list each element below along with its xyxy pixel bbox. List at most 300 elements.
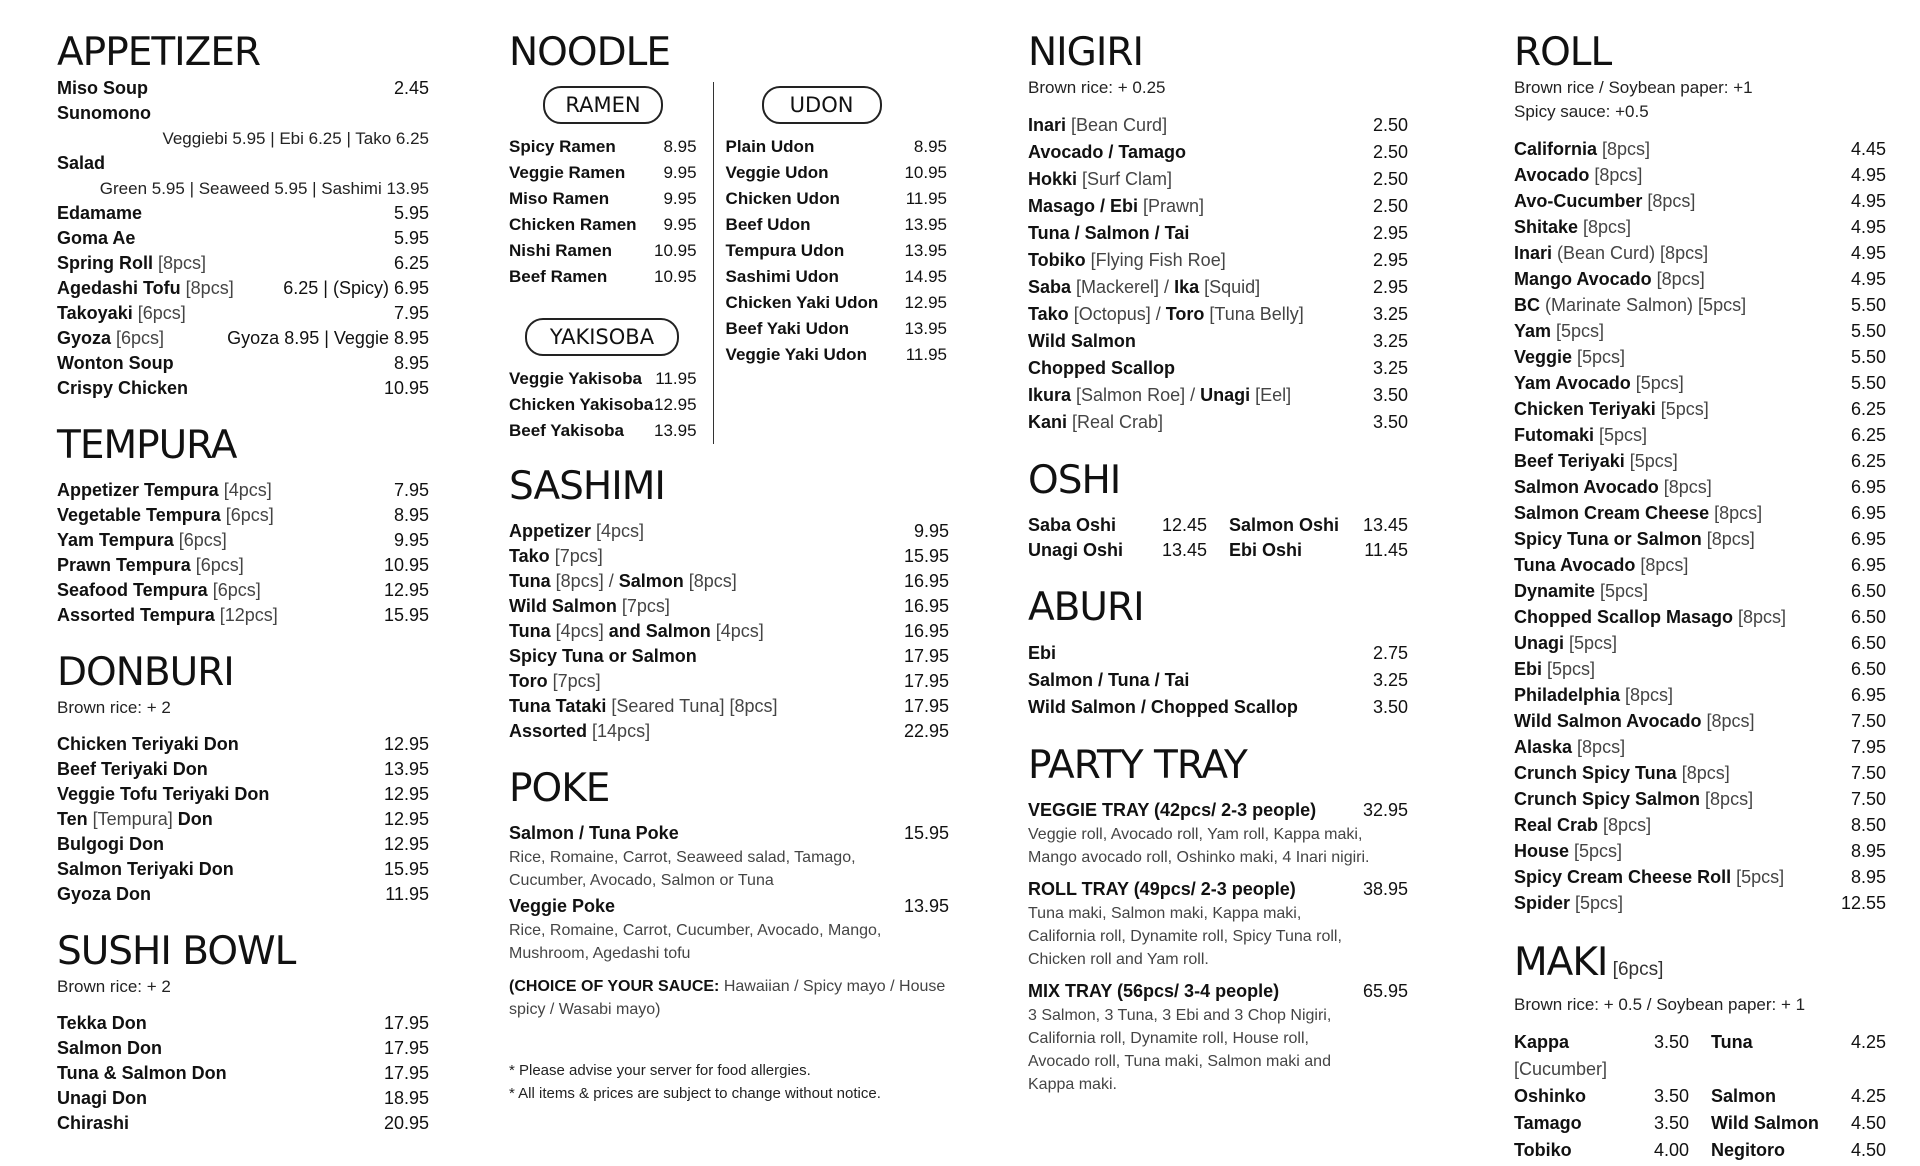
item-price: 6.95 bbox=[1850, 555, 1886, 575]
item-name: Real Crab bbox=[1514, 815, 1599, 835]
item-price: 8.95 bbox=[1850, 841, 1886, 861]
menu-item bbox=[1514, 630, 1886, 656]
item-name: Plain Udon bbox=[725, 137, 815, 156]
item-detail: [8pcs] bbox=[1635, 555, 1689, 575]
item-detail: [Prawn] bbox=[1138, 196, 1205, 216]
item-label bbox=[509, 594, 670, 619]
ramen-label: RAMEN bbox=[543, 86, 663, 124]
item-detail: [Squid] bbox=[1199, 277, 1261, 297]
item-price: 6.50 bbox=[1850, 581, 1886, 601]
menu-item bbox=[57, 528, 429, 553]
udon-list bbox=[726, 134, 947, 368]
item-label bbox=[1514, 708, 1755, 734]
menu-item bbox=[1514, 656, 1886, 682]
item-detail: [Flying Fish Roe] bbox=[1085, 250, 1226, 270]
item-name: Avocado / Tamago bbox=[1028, 142, 1187, 162]
item-name: Chopped Scallop Masago bbox=[1514, 607, 1734, 627]
item-name: Unagi bbox=[1514, 633, 1565, 653]
item-name: Chicken Udon bbox=[725, 189, 840, 208]
menu-item bbox=[1028, 538, 1207, 563]
item-detail: [8pcs] bbox=[1598, 815, 1652, 835]
item-name: Miso Ramen bbox=[509, 189, 610, 208]
menu-item bbox=[57, 1086, 429, 1111]
poke-item bbox=[509, 821, 949, 892]
item-label bbox=[1028, 220, 1189, 247]
item-name: Salmon / Tuna / Tai bbox=[1028, 670, 1190, 690]
menu-item bbox=[57, 151, 429, 176]
item-price: 6.25 bbox=[1850, 451, 1886, 471]
item-label bbox=[57, 1111, 129, 1136]
item-price: 5.50 bbox=[1850, 321, 1886, 341]
item-label bbox=[57, 882, 151, 907]
item-label bbox=[1514, 448, 1678, 474]
item-name: Philadelphia bbox=[1514, 685, 1621, 705]
item-price: 12.95 bbox=[654, 395, 697, 414]
item-name: Chicken Yakisoba bbox=[509, 395, 654, 414]
item-label bbox=[1514, 162, 1642, 188]
menu-item bbox=[1514, 708, 1886, 734]
item-name: Yam Avocado bbox=[1514, 373, 1631, 393]
item-name: Saba bbox=[1028, 277, 1072, 297]
item-price: 17.95 bbox=[383, 1038, 429, 1058]
item-price: Gyoza 8.95 | Veggie 8.95 bbox=[227, 328, 429, 348]
item-name: Beef Yakisoba bbox=[509, 421, 624, 440]
item-name: Salmon / Tuna Poke bbox=[509, 823, 679, 843]
item-price: 2.95 bbox=[1372, 277, 1408, 297]
item-name: California bbox=[1514, 139, 1598, 159]
item-name: Gyoza Don bbox=[57, 884, 152, 904]
item-price: 6.50 bbox=[1850, 633, 1886, 653]
noodle-item bbox=[726, 160, 947, 186]
column-2 bbox=[509, 30, 947, 1105]
item-name: and Salmon bbox=[608, 621, 711, 641]
item-detail: [5pcs] bbox=[1570, 893, 1624, 913]
item-price: 8.95 bbox=[1850, 867, 1886, 887]
sauce-label: (CHOICE OF YOUR SAUCE: bbox=[509, 978, 720, 995]
item-price: 15.95 bbox=[383, 605, 429, 625]
menu-item bbox=[1514, 188, 1886, 214]
item-name: Tobiko bbox=[1514, 1140, 1572, 1160]
menu-item bbox=[1711, 1110, 1886, 1137]
item-name: Crunch Spicy Tuna bbox=[1514, 763, 1677, 783]
noodle-item bbox=[509, 160, 697, 186]
item-name: Veggie bbox=[1514, 347, 1573, 367]
item-price: 10.95 bbox=[383, 555, 429, 575]
item-name: Beef Teriyaki Don bbox=[57, 759, 208, 779]
item-price: 6.50 bbox=[1850, 607, 1886, 627]
item-name: Tuna bbox=[509, 621, 551, 641]
item-price: 17.95 bbox=[383, 1013, 429, 1033]
item-detail: [6pcs] bbox=[173, 530, 227, 550]
item-label bbox=[1028, 139, 1186, 166]
item-name: Chopped Scallop bbox=[1028, 358, 1176, 378]
item-detail: [8pcs] bbox=[1597, 139, 1651, 159]
item-name: Tako bbox=[509, 546, 550, 566]
menu-item bbox=[57, 553, 429, 578]
item-detail: [Cucumber] bbox=[1514, 1059, 1608, 1079]
item-price: 11.95 bbox=[905, 189, 947, 208]
item-label bbox=[1514, 630, 1617, 656]
item-detail: [8pcs] bbox=[1572, 737, 1626, 757]
item-detail: [Eel] bbox=[1250, 385, 1292, 405]
noodle-item bbox=[509, 238, 697, 264]
item-label bbox=[1028, 382, 1291, 409]
noodle-item bbox=[726, 186, 947, 212]
item-detail: [8pcs] / bbox=[550, 571, 619, 591]
item-label bbox=[1028, 247, 1226, 274]
item-price: 13.95 bbox=[654, 421, 697, 440]
udon-column bbox=[713, 82, 947, 444]
noodle-item bbox=[726, 238, 947, 264]
menu-item bbox=[1514, 1137, 1689, 1164]
item-label bbox=[1514, 318, 1604, 344]
oshi-title: OSHI bbox=[1028, 458, 1121, 503]
item-name: Tuna Tataki bbox=[509, 696, 607, 716]
maki-list bbox=[1514, 1029, 1886, 1164]
item-detail: [8pcs] bbox=[1578, 217, 1632, 237]
item-detail: [12pcs] bbox=[214, 605, 278, 625]
item-name: Tuna bbox=[1711, 1032, 1753, 1052]
noodle-grid bbox=[509, 82, 947, 444]
item-name: BC bbox=[1514, 295, 1540, 315]
item-label bbox=[57, 857, 234, 882]
item-name: Avo-Cucumber bbox=[1514, 191, 1643, 211]
item-description: 3 Salmon, 3 Tuna, 3 Ebi and 3 Chop Nigiri, California roll, Dynamite roll, House roll, Avocado roll, Tuna maki, Salmon maki and Kappa maki. bbox=[1028, 1007, 1332, 1093]
item-price: 12.95 bbox=[383, 734, 429, 754]
item-label bbox=[57, 603, 278, 628]
item-name: Salmon Oshi bbox=[1229, 515, 1340, 535]
item-price: 16.95 bbox=[903, 571, 949, 591]
item-price: 4.25 bbox=[1850, 1032, 1886, 1052]
menu-item bbox=[1028, 274, 1408, 301]
item-name: Ebi bbox=[1028, 643, 1057, 663]
yakisoba-list bbox=[509, 366, 697, 444]
menu-item bbox=[57, 503, 429, 528]
menu-item bbox=[1514, 526, 1886, 552]
item-detail: [Surf Clam] bbox=[1077, 169, 1173, 189]
tempura-title: TEMPURA bbox=[57, 423, 237, 468]
item-label bbox=[57, 832, 164, 857]
item-label bbox=[1514, 266, 1705, 292]
item-label bbox=[1514, 474, 1712, 500]
item-label bbox=[57, 528, 227, 553]
item-detail: [8pcs] bbox=[1658, 477, 1712, 497]
menu-item bbox=[509, 719, 949, 744]
aburi-list bbox=[1028, 640, 1408, 721]
menu-item bbox=[1514, 214, 1886, 240]
item-name: Veggie Yakisoba bbox=[509, 369, 642, 388]
item-detail: [Tempura] bbox=[87, 809, 178, 829]
sashimi-title: SASHIMI bbox=[509, 464, 665, 509]
item-price: 12.95 bbox=[383, 784, 429, 804]
item-price: 12.55 bbox=[1840, 893, 1886, 913]
menu-item bbox=[1514, 344, 1886, 370]
item-name: Yam bbox=[1514, 321, 1552, 341]
item-label bbox=[1028, 640, 1056, 667]
item-description: Veggie roll, Avocado roll, Yam roll, Kappa maki, Mango avocado roll, Oshinko maki, 4 Inari nigiri. bbox=[1028, 826, 1370, 866]
item-label bbox=[1514, 422, 1647, 448]
menu-item bbox=[1514, 500, 1886, 526]
item-name: Tako bbox=[1028, 304, 1069, 324]
menu-item bbox=[1229, 538, 1408, 563]
item-label bbox=[57, 251, 206, 276]
item-price: 11.95 bbox=[655, 369, 697, 388]
item-label bbox=[1514, 1137, 1572, 1164]
menu-item bbox=[1514, 266, 1886, 292]
item-name: Yam Tempura bbox=[57, 530, 174, 550]
donburi-note: Brown rice: + 2 bbox=[57, 698, 171, 717]
item-price: 11.95 bbox=[385, 884, 429, 904]
item-price: 12.95 bbox=[383, 809, 429, 829]
column-4 bbox=[1514, 30, 1886, 1164]
item-name: Kappa bbox=[1514, 1032, 1570, 1052]
item-price: 10.95 bbox=[904, 163, 947, 182]
item-name: Masago / Ebi bbox=[1028, 196, 1139, 216]
item-price: 7.50 bbox=[1850, 711, 1886, 731]
menu-item bbox=[509, 619, 949, 644]
item-label bbox=[57, 1036, 162, 1061]
item-label bbox=[57, 782, 269, 807]
maki-title bbox=[1514, 940, 1886, 993]
item-name: Nishi Ramen bbox=[509, 241, 612, 260]
item-name: Chicken Ramen bbox=[509, 215, 637, 234]
menu-item bbox=[57, 1111, 429, 1136]
menu-item bbox=[57, 351, 429, 376]
item-name: Takoyaki bbox=[57, 303, 133, 323]
item-price: 15.95 bbox=[903, 823, 949, 843]
item-label bbox=[1028, 112, 1167, 139]
item-detail: [5pcs] bbox=[1655, 399, 1709, 419]
sauce-choice bbox=[509, 975, 949, 1021]
item-name: Salmon bbox=[1711, 1086, 1777, 1106]
item-label bbox=[1514, 344, 1625, 370]
menu-item bbox=[509, 669, 949, 694]
item-price: 3.50 bbox=[1653, 1086, 1689, 1106]
item-detail: [14pcs] bbox=[587, 721, 651, 741]
item-name: Ebi Oshi bbox=[1229, 540, 1303, 560]
item-price: 16.95 bbox=[903, 621, 949, 641]
menu-item bbox=[57, 251, 429, 276]
item-price: 7.95 bbox=[1850, 737, 1886, 757]
item-name: House bbox=[1514, 841, 1570, 861]
item-price: 3.50 bbox=[1653, 1032, 1689, 1052]
ramen-list bbox=[509, 134, 697, 290]
sushi-bowl-list bbox=[57, 1011, 429, 1136]
item-name: Avocado bbox=[1514, 165, 1590, 185]
item-name: Hokki bbox=[1028, 169, 1078, 189]
item-detail: [8pcs] bbox=[1676, 763, 1730, 783]
item-price: 4.50 bbox=[1850, 1113, 1886, 1133]
item-name: Tamago bbox=[1514, 1113, 1582, 1133]
item-price: 12.95 bbox=[383, 580, 429, 600]
item-name: Assorted Tempura bbox=[57, 605, 215, 625]
item-label bbox=[1514, 578, 1648, 604]
item-label bbox=[1514, 1029, 1654, 1083]
item-price: 13.95 bbox=[904, 241, 947, 260]
item-label bbox=[57, 1061, 227, 1086]
noodle-item bbox=[509, 212, 697, 238]
item-label bbox=[1514, 396, 1709, 422]
item-price: 6.25 bbox=[393, 253, 429, 273]
menu-item bbox=[1514, 240, 1886, 266]
item-label bbox=[1028, 513, 1116, 538]
item-name: Chicken Teriyaki bbox=[1514, 399, 1656, 419]
item-price: 11.95 bbox=[905, 345, 947, 364]
menu-item bbox=[1514, 292, 1886, 318]
item-name: Ikura bbox=[1028, 385, 1072, 405]
menu-item bbox=[1514, 812, 1886, 838]
item-name: Saba Oshi bbox=[1028, 515, 1117, 535]
menu-item bbox=[57, 1061, 429, 1086]
item-label bbox=[1514, 370, 1684, 396]
item-price: 4.95 bbox=[1850, 191, 1886, 211]
item-label bbox=[1514, 136, 1650, 162]
item-detail: [4pcs] bbox=[218, 480, 272, 500]
menu-item bbox=[1514, 474, 1886, 500]
noodle-title: NOODLE bbox=[509, 30, 670, 75]
item-label bbox=[1514, 1083, 1586, 1110]
item-price: 13.45 bbox=[1161, 540, 1207, 560]
item-price: 9.95 bbox=[663, 163, 697, 182]
item-label bbox=[1514, 1110, 1582, 1137]
menu-item bbox=[57, 326, 429, 351]
item-name: Futomaki bbox=[1514, 425, 1595, 445]
menu-item bbox=[1028, 112, 1408, 139]
item-price: 10.95 bbox=[654, 241, 697, 260]
item-name: Wild Salmon bbox=[509, 596, 617, 616]
item-name: Tempura Udon bbox=[725, 241, 845, 260]
item-price: 12.95 bbox=[383, 834, 429, 854]
item-label bbox=[509, 719, 650, 744]
noodle-item bbox=[509, 134, 697, 160]
item-detail: [8pcs] bbox=[1589, 165, 1643, 185]
roll-note-2: Spicy sauce: +0.5 bbox=[1514, 102, 1649, 121]
item-price: 5.95 bbox=[393, 228, 429, 248]
menu-item bbox=[1711, 1029, 1886, 1083]
price-note: * All items & prices are subject to change without notice. bbox=[509, 1085, 881, 1102]
item-name: MIX TRAY (56pcs/ 3-4 people) bbox=[1028, 981, 1280, 1001]
item-name: Beef Teriyaki bbox=[1514, 451, 1625, 471]
item-label bbox=[1514, 838, 1622, 864]
item-label bbox=[1229, 513, 1339, 538]
sunomono-options: Veggiebi 5.95 | Ebi 6.25 | Tako 6.25 bbox=[162, 129, 429, 148]
item-name: Appetizer Tempura bbox=[57, 480, 219, 500]
menu-item bbox=[57, 603, 429, 628]
noodle-item bbox=[509, 366, 697, 392]
item-name: Salmon Don bbox=[57, 1038, 163, 1058]
item-price: 38.95 bbox=[1362, 879, 1408, 899]
menu-item bbox=[1028, 166, 1408, 193]
menu-item bbox=[1514, 318, 1886, 344]
item-name: Salad bbox=[57, 153, 106, 173]
item-label bbox=[1028, 409, 1163, 436]
sushi-bowl-title: SUSHI BOWL bbox=[57, 929, 296, 974]
item-price: 2.95 bbox=[1372, 223, 1408, 243]
item-detail: [8pcs] bbox=[1701, 529, 1755, 549]
item-label bbox=[1028, 166, 1172, 193]
item-label bbox=[1711, 1029, 1753, 1056]
menu-item bbox=[1514, 734, 1886, 760]
menu-item bbox=[1514, 604, 1886, 630]
item-name: Edamame bbox=[57, 203, 143, 223]
menu-item bbox=[1514, 890, 1886, 916]
menu-item bbox=[1514, 1110, 1689, 1137]
item-price: 4.50 bbox=[1850, 1140, 1886, 1160]
maki-note: Brown rice: + 0.5 / Soybean paper: + 1 bbox=[1514, 995, 1806, 1014]
tray-item bbox=[1028, 979, 1408, 1096]
item-name: Wild Salmon / Chopped Scallop bbox=[1028, 697, 1298, 717]
menu-item bbox=[1514, 136, 1886, 162]
item-label bbox=[57, 201, 142, 226]
item-price: 8.95 bbox=[663, 137, 697, 156]
item-price: 2.50 bbox=[1372, 196, 1408, 216]
menu-item bbox=[1514, 578, 1886, 604]
sashimi-list bbox=[509, 519, 949, 744]
menu-item bbox=[57, 76, 429, 101]
item-label bbox=[509, 619, 764, 644]
menu-item bbox=[57, 226, 429, 251]
noodle-item bbox=[726, 316, 947, 342]
roll-list bbox=[1514, 136, 1886, 916]
item-price: 9.95 bbox=[663, 215, 697, 234]
item-label bbox=[1514, 786, 1753, 812]
item-price: 2.50 bbox=[1372, 169, 1408, 189]
item-detail: [Mackerel] / bbox=[1071, 277, 1175, 297]
menu-item bbox=[1028, 409, 1408, 436]
item-name: Unagi bbox=[1200, 385, 1251, 405]
item-detail: [4pcs] bbox=[710, 621, 764, 641]
item-detail: [8pcs] bbox=[1709, 503, 1763, 523]
item-name: Beef Ramen bbox=[509, 267, 608, 286]
item-price: 6.25 bbox=[1850, 399, 1886, 419]
menu-item bbox=[1028, 193, 1408, 220]
item-detail: [6pcs] bbox=[220, 505, 274, 525]
item-label bbox=[57, 732, 239, 757]
item-label bbox=[1514, 214, 1631, 240]
noodle-item bbox=[726, 134, 947, 160]
item-price: 4.45 bbox=[1850, 139, 1886, 159]
allergy-note: * Please advise your server for food allergies. bbox=[509, 1062, 811, 1079]
item-label bbox=[57, 301, 186, 326]
item-label bbox=[1514, 656, 1595, 682]
item-name: Crunch Spicy Salmon bbox=[1514, 789, 1701, 809]
menu-item bbox=[57, 832, 429, 857]
donburi-list bbox=[57, 732, 429, 907]
item-name: Chirashi bbox=[57, 1113, 130, 1133]
item-price: 12.45 bbox=[1161, 515, 1207, 535]
tray-item bbox=[1028, 798, 1408, 869]
item-name: Miso Soup bbox=[57, 78, 148, 98]
maki-count: [6pcs] bbox=[1607, 959, 1664, 980]
menu-item bbox=[509, 644, 949, 669]
aburi-title: ABURI bbox=[1028, 585, 1144, 630]
item-name: Don bbox=[177, 809, 213, 829]
item-label bbox=[1028, 328, 1136, 355]
item-price: 6.95 bbox=[1850, 529, 1886, 549]
item-label bbox=[1229, 538, 1302, 563]
item-name: Alaska bbox=[1514, 737, 1573, 757]
item-price: 7.95 bbox=[393, 303, 429, 323]
menu-item bbox=[1514, 786, 1886, 812]
item-name: Veggie Poke bbox=[509, 896, 616, 916]
menu-item bbox=[1028, 640, 1408, 667]
donburi-title: DONBURI bbox=[57, 650, 234, 695]
item-label bbox=[1711, 1110, 1819, 1137]
item-detail: [Seared Tuna] [8pcs] bbox=[606, 696, 778, 716]
item-label bbox=[57, 351, 174, 376]
item-name: Veggie Udon bbox=[725, 163, 829, 182]
item-price: 6.95 bbox=[1850, 503, 1886, 523]
